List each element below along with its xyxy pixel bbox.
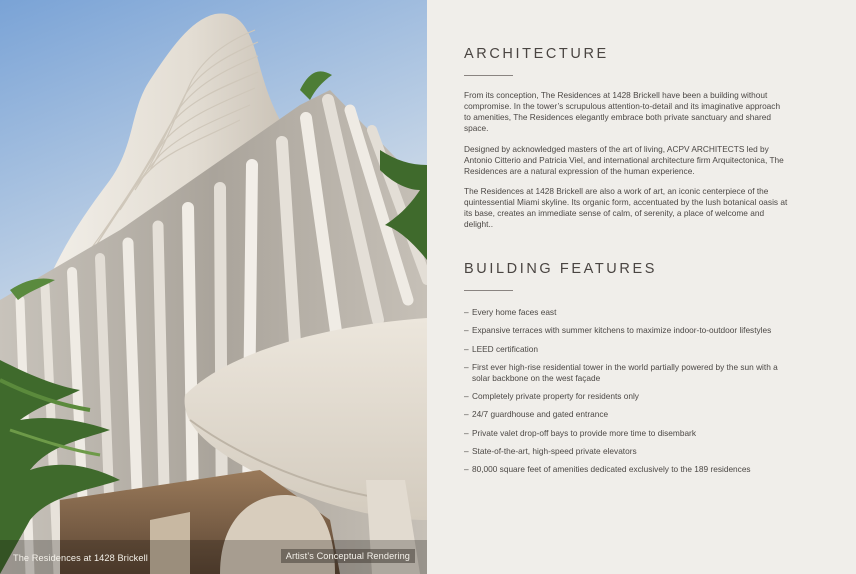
list-item [464,307,794,318]
feature-text: First ever high-rise residential tower in the world partially powered by the sun with a solar backbone on the west façade [472,361,778,383]
architecture-heading: ARCHITECTURE [464,46,609,62]
architecture-paragraph-3: The Residences at 1428 Brickell are also a work of art, an iconic centerpiece of the quintessential Miami skyline. Its organic form, accentuated by the lush botanical oasis at its base, creates an immediate sense of calm, of serenity, a place of welcome and delight.. [464,186,788,229]
text-column [427,0,856,574]
features-heading: BUILDING FEATURES [464,261,657,277]
feature-text: 80,000 square feet of amenities dedicated exclusively to the 189 residences [472,464,751,475]
architecture-paragraph-1: From its conception, The Residences at 1428 Brickell have been a building without compromise. In the tower’s scrupulous attention-to-detail and its imaginative approach to amenities, The Residences elegantly embrace both private sanctuary and shared space. [464,90,781,133]
list-item [464,344,794,355]
bullet-dash: – [464,446,469,457]
feature-text: 24/7 guardhouse and gated entrance [472,409,609,420]
rendering-credit: Artist’s Conceptual Rendering [281,549,415,563]
list-item [464,464,794,475]
image-caption: The Residences at 1428 Brickell [13,553,148,563]
list-item [464,391,794,402]
bullet-dash: – [464,325,469,336]
feature-text: LEED certification [472,343,538,354]
bullet-dash: – [464,427,469,438]
feature-text: State-of-the-art, high-speed private elevators [472,446,637,457]
list-item [464,446,794,457]
bullet-dash: – [464,464,469,475]
bullet-dash: – [464,307,469,317]
bullet-dash: – [464,409,469,420]
features-list [464,307,794,483]
feature-text: Completely private property for residents only [472,391,639,402]
list-item [464,428,794,439]
architecture-paragraph-2: Designed by acknowledged masters of the art of living, ACPV ARCHITECTS led by Antonio Citterio and Patricia Viel, and international architecture firm Arquitectonica, The Residences are a natural expression of the human experience. [464,144,784,176]
bullet-dash: – [464,391,469,402]
architecture-rule [464,75,513,76]
tower-illustration [0,0,427,574]
features-rule [464,290,513,291]
feature-text: Every home faces east [472,307,557,317]
list-item [464,325,794,336]
list-item [464,362,794,384]
list-item [464,409,794,420]
bullet-dash: – [464,343,469,354]
feature-text: Private valet drop-off bays to provide more time to disembark [472,427,696,438]
tower-rendering [0,0,427,574]
feature-text: Expansive terraces with summer kitchens to maximize indoor-to-outdoor lifestyles [472,325,772,336]
bullet-dash: – [464,361,469,372]
